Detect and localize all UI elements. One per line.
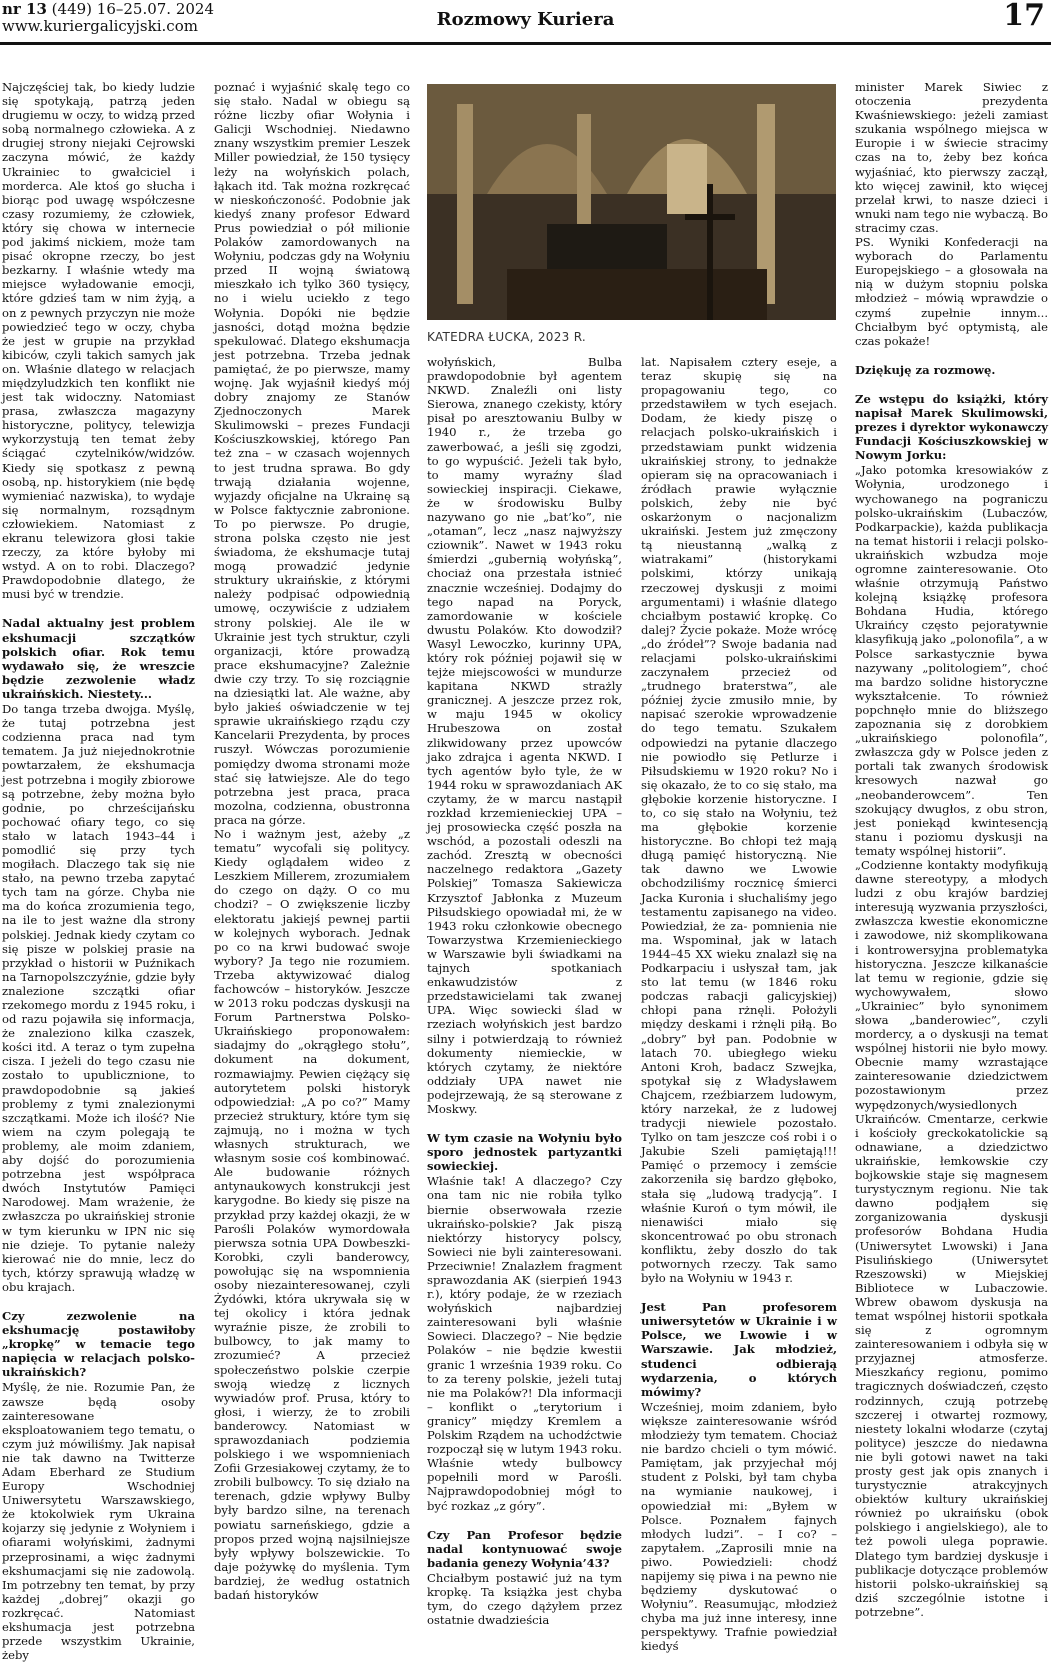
paragraph: Wcześniej, moim zdaniem, było większe zainteresowanie wśród młodzieży tym tematem. Chociaż nie bardzo chcieli o tym mówić. Pamiętam, jak przyjechał mój student z Polski, był tam chyba na wymianie naukowej, i opowiedział mi: „Byłem w Polsce. Poznałem fajnych młodych ludzi”. – I co? – zapytałem. „Zaprosili mnie na piwo. Powiedzieli: chodź napijemy się piwa i na pewno nie będziemy dyskutować o Wołyniu”. Reasumując, młodzież chyba ma już inne interesy, inne perspektywy. Trafnie powiedział kiedyś: [641, 1399, 837, 1654]
photo-caption: KATEDRA ŁUCKA, 2023 R.: [427, 330, 587, 344]
paragraph: Myślę, że nie. Rozumie Pan, że zawsze będą osoby zainteresowane eksploatowaniem tego tematu, o czym już mówiliśmy. Jak napisał nie tak dawno na Twitterze Adam Eberhard ze Studium Europy Wschodniej Uniwersytetu Warszawskiego, że ktokolwiek rym Ukraina kojarzy się jedynie z Wołyniem i ofiarami wołyńskimi, żadnymi przeprosinami, a więc żadnymi ekshumacjami się nie zadowolą. Im potrzebny ten temat, by przy każdej „dobrej” okazji go rozkręcać. Natomiast ekshumacja jest potrzebna przede wszystkim Ukrainie, żeby: [2, 1380, 195, 1662]
paragraph: „Codzienne kontakty modyfikują dawne stereotypy, a młodych ludzi z obu krajów bardziej interesują wyzwania przyszłości, zwłaszcza kwestie ekonomiczne i zawodowe, niż skomplikowana i kontrowersyjna problematyka historyczna. Jeszcze kilkanaście lat temu w regionie, gdzie się wychowywałem, słowo „Ukrainiec” było synonimem słowa „banderowiec”, czyli mordercy, a o dyskusji na temat wspólnej historii nie było mowy. Obecnie mamy wzrastające zainteresowanie dziedzictwem pozostawionym przez wypędzonych/wysiedlonych Ukraińców. Cmentarze, cerkwie i kościoły greckokatolickie są odnawiane, a dziedzictwo ukraińskie, łemkowskie czy bojkowskie staje się magnesem turystycznym regionu. Nie tak dawno podjąłem się zorganizowania dyskusji profesorów Bohdana Hudia (Uniwersytet Lwowski) i Jana Pisulińskiego (Uniwersytet Rzeszowski) w Miejskiej Bibliotece w Lubaczowie. Wbrew obawom dyskusja na temat wspólnej historii spotkała się z ogromnym zainteresowaniem i odbyła się w przyjaznej atmosferze. Mieszkańcy regionu, pomimo tragicznych doświadczeń, często rodzinnych, czują potrzebę szczerej i otwartej rozmowy, niestety lokalni włodarze (czytaj polityce) jeszcze do niedawna nie byli gotowi nawet na taki prosty gest jak opis znanych i turystycznie atrakcyjnych obiektów kultury ukraińskiej również po ukraińsku (obok polskiego i angielskiego), ale to też powoli ulega poprawie. Dlatego tym bardziej dyskusje i publikacje dotyczące problemów historii polsko-ukraińskiej są dziś szczególnie istotne i potrzebne”.: [855, 857, 1048, 1619]
paragraph: poznać i wyjaśnić skalę tego co się stało. Nadal w obiegu są różne liczby ofiar Wołynia i Galicji Wschodniej. Niedawno znany wszystkim premier Leszek Miller powiedział, że 150 tysięcy leży na wołyńskich polach, łąkach itd. Tak można rozkręcać w nieskończoność. Podobnie jak kiedyś znany profesor Edward Prus powiedział o pół milionie Polaków zamordowanych na Wołyniu, podczas gdy na Wołyniu przed II wojną światową mieszkało ich tylko 360 tysięcy, no i wielu uciekło z tego Wołynia. Dopóki nie będzie jasności, dotąd można będzie spekulować. Dlatego ekshumacja jest potrzebna. Trzeba jednak pamiętać, że po pierwsze, mamy wojnę. Jak wyjaśnił kiedyś mój dobry znajomy ze Stanów Zjednoczonych Marek Skulimowski – prezes Fundacji Kościuszkowskiej, którego Pan też zna – w czasach wojennych to jest trudna sprawa. Bo gdy trwają działania wojenne, wyjazdy oficjalne na Ukrainę są w Polsce faktycznie zabronione. To po pierwsze. Po drugie, strona polska często nie jest świadoma, że ekshumacje tutaj mogą prowadzić jedynie struktury ukraińskie, z którymi należy podpisać odpowiednią umowę, oczywiście z udziałem strony polskiej. Ale ile w Ukrainie jest tych struktur, czyli organizacji, które prowadzą prace ekshumacyjne? Zależnie dwie czy trzy. To się rozciągnie na dziesiątki lat. Ale ważne, aby było jakieś oświadczenie w tej sprawie ukraińskiego rządu czy Kancelarii Prezydenta, by proces ruszył. Wówczas porozumienie pomiędzy dwoma stronami może stać się łatwiejsze. Ale do tego potrzebna jest praca, praca mozolna, codzienna, obustronna praca na górze.: [214, 80, 410, 827]
column-1: [2, 80, 195, 1662]
interview-question: Jest Pan profesorem uniwersytetów w Ukrainie i w Polsce, we Lwowie i w Warszawie. Jak młodzież, studenci odbierają wydarzenia, o których mówimy?: [641, 1300, 837, 1399]
paragraph: wołyńskich, Bulba prawdopodobnie był agentem NKWD. Znaleźli oni listy Sierowa, znanego czekisty, który pisał po aresztowaniu Bulby w 1940 r., że trzeba go zawerbować, a jeśli się zgodzi, to go wypuścić. Jeżeli tak było, to mamy wyraźny ślad sowieckiej inspiracji. Ciekawe, że w środowisku Bulby nazywano go nie „bat’ko”, nie „otaman”, lecz „nasz najwyższy cziownik”. Nawet w 1943 roku śmierdzi „gubernią wołyńską”, chociaż ona przestała istnieć znacznie wcześniej. Dodajmy do tego napad na Poryck, zamordowanie w kościele dwustu Polaków. Kto dowodził? Wasyl Lewoczko, kurinny UPA, który rok później pojawił się w tejże miejscowości w mundurze kapitana NKWD strażly granicznej. A jeszcze przez rok, w maju 1945 w okolicy Hrubeszowa on został zlikwidowany przez upowców jako zdrajca i agenta NKWD. I tych agentów było tyle, że w 1944 roku w sprawozdaniach AK czytamy, że w marcu nastąpił rozkład krzemienieckiej UPA – jej prosowiecka część poszła na wschód, a pozostali odeszli na zachód. Zresztą w obecności naczelnego redaktora „Gazety Polskiej” Tomasza Sakiewicza Krzysztof Jabłonka z Muzeum Piłsudskiego opowiadał mi, że w 1943 roku członkowie obecnego Towarzystwa Krzemienieckiego w Warszawie byli świadkami na tajnych spotkaniach enkawudzistów z przedstawicielami tak zwanej UPA. Więc sowiecki ślad w rzeziach wołyńskich jest bardzo silny i potwierdzają to również dokumenty niemieckie, w których czytamy, że niektóre oddziały UPA nawet nie podejrzewają, że są sterowane z Moskwy.: [427, 355, 622, 1116]
issue-number: nr 13: [2, 0, 47, 18]
paragraph: minister Marek Siwiec z otoczenia prezydenta Kwaśniewskiego: jeżeli zamiast szukania wspólnego miejsca w Europie i w świecie stracimy czas na to, żeby bez końca wyjaśniać, kto pierwszy zaczął, kto więcej zawinił, kto więcej przelał krwi, to nasze dzieci i wnuki nam tego nie wybaczą. Bo stracimy czas.: [855, 80, 1048, 235]
cathedral-interior-image: [427, 84, 836, 320]
paragraph: No i ważnym jest, ażeby „z tematu” wycofali się politycy. Kiedy oglądałem wideo z Leszkiem Millerem, zrozumiałem do czego on dąży. O co mu chodzi? – O zwiększenie liczby elektoratu jakiejś pewnej partii w kolejnych wyborach. Jednak po co na krwi budować swoje wybory? Ja tego nie rozumiem. Trzeba aktywizować dialog fachowców – historyków. Jeszcze w 2013 roku podczas dyskusji na Forum Partnerstwa Polsko-Ukraińskiego proponowałem: siadajmy do „okrągłego stołu”, dokument na dokument, rozmawiajmy. Pewien ciężący się autorytetem polski historyk odpowiedział: „A po co?” Mamy przecież struktury, które tym się zajmują, no i można w tych własnych strukturach, we własnym sosie coś kombinować. Ale budowanie różnych antynaukowych konstrukcji jest karygodne. Bo kiedy się pisze na przykład przy każdej okazji, że w Parośli Polaków wymordowała pierwsza sotnia UPA Dowbeszki-Korobki, czyli banderowcy, powołując się na wspomnienia osoby niezainteresowanej, czyli Żydówki, która ukrywała się w tej okolicy i która jednak wyraźnie pisze, że zrobili to bulbowcy, to jak mamy to zrozumieć? A przecież społeczeństwo polskie czerpie swoją wiedzę z licznych wywiadów prof. Prusa, który to głosi, i wierzy, że to zrobili banderowcy. Natomiast w sprawozdaniach podziemia polskiego i we wspomnieniach Zofii Grzesiakowej czytamy, że to zrobili bulbowcy. To się działo na terenach, gdzie wpływy Bulby były bardzo silne, na terenach powiatu sarneńskiego, gdzie a propos przed wojną najsilniejsze były wpływy bolszewickie. To daje pożywkę do myślenia. Tym bardziej, że według ostatnich badań historyków: [214, 826, 410, 1603]
paragraph: „Jako potomka kresowiaków z Wołynia, urodzonego i wychowanego na pograniczu polsko-ukraińskim (Lubaczów, Podkarpackie), każda publikacja na temat historii i relacji polsko-ukraińskich wzbudza moje ogromne zainteresowanie. Oto właśnie otrzymują Państwo kolejną książkę profesora Bohdana Hudia, którego Ukraińcy często pejoratywnie klasyfikują jako „polonofila”, a w Polsce sarkastycznie bywa nazywany „politologiem”, choć ma bardzo solidne historyczne wykształcenie. To również popchnęło mnie do bliższego zapoznania się z dorobkiem „ukraińskiego polonofila”, zwłaszcza gdy w Polsce jeden z portali tak zwanych środowisk kresowych nazwał go „neobanderowcem”. Ten szokujący dwugłos, z obu stron, jest poniekąd kwintesencją stanu i poziomu dyskusji na tematy wspólnej historii”.: [855, 463, 1048, 858]
page-number: 17: [1003, 0, 1045, 33]
paragraph: Właśnie tak! A dlaczego? Czy ona tam nic nie robiła tylko biernie obserwowała rzezie ukraińsko-polskie? Jak piszą niektórzy historycy polscy, Sowieci nie byli zainteresowani. Przeciwnie! Znalazłem fragment sprawozdania AK (sierpień 1943 r.), który podaje, że w rzeziach wołyńskich najbardziej zainteresowani byli właśnie Sowieci. Dlaczego? – Nie będzie Polaków – nie będzie kwestii granic 1 września 1939 roku. Co to za tereny polskie, jeżeli tutaj nie ma Polaków?! Dla informacji – konflikt o „terytorium i granicy” między Kremlem a Polskim Rządem na uchodźctwie rozpoczął się w lutym 1943 roku. Właśnie wtedy bulbowcy popełnili mord w Parośli. Najprawdopodobniej mógł to być rozkaz „z góry”.: [427, 1174, 622, 1513]
interview-question: W tym czasie na Wołyniu było sporo jednostek partyzantki sowieckiej.: [427, 1131, 622, 1174]
interview-question: Czy zezwolenie na ekshumację postawiłoby „kropkę” w temacie tego napięcia w relacjach polsko-ukraińskich?: [2, 1308, 195, 1380]
book-intro-heading: Ze wstępu do książki, który napisał Marek Skulimowski, prezes i dyrektor wykonawczy Fundacji Kościuszkowskiej w Nowym Jorku:: [855, 391, 1048, 463]
cathedral-photo: [427, 84, 836, 320]
column-4: [641, 355, 837, 1654]
issue-dates: (449) 16–25.07. 2024: [46, 0, 215, 18]
closing-thanks: Dziękuję za rozmowę.: [855, 362, 996, 377]
website-url: www.kuriergalicyjski.com: [2, 17, 198, 35]
interview-question: Czy Pan Profesor będzie nadal kontynuować swoje badania genezy Wołynia’43?: [427, 1527, 622, 1570]
interview-question: Nadal aktualny jest problem ekshumacji szczątków polskich ofiar. Rok temu wydawało się, że wreszcie będzie zezwolenie władz ukraińskich. Niestety...: [2, 616, 195, 701]
paragraph: Najczęściej tak, bo kiedy ludzie się spotykają, patrzą jeden drugiemu w oczy, to widzą przed sobą normalnego człowieka. A z drugiej strony niejaki Cejrowski zaczyna mówić, że każdy Ukrainiec to gwałciciel i morderca. Ale ktoś go słucha i biorąc pod uwagę współczesne czasy rozumiemy, że człowiek, który się chowa w internecie pod jakimś nickiem, może tam pisać okropne rzeczy, bo jest bezkarny. I właśnie wtedy ma miejsce wyładowanie emocji, które gdzieś tam w nim żyją, a on z pewnych przyczyn nie może powiedzieć tego w oczy, chyba że jest w grupie na przykład kibiców, czyli takich samych jak on. Właśnie dlatego w relacjach międzyludzkich ten konflikt nie jest tak widoczny. Natomiast prasa, zwłaszcza magazyny historyczne, politycy, telewizja wykorzystują ten temat żeby ściągać czytelników/widzów. Kiedy się spotkasz z pewną osobą, np. historykiem (nie będę wymieniać nazwiska), to wydaje się normalnym, rozsądnym człowiekiem. Natomiast z ekranu telewizora głosi takie rzeczy, za które byłoby mi wstyd. A on to robi. Dlaczego? Prawdopodobnie dlatego, że musi być w trendzie.: [2, 80, 195, 602]
page-header: [0, 0, 1051, 44]
section-title: Rozmowy Kuriera: [436, 9, 615, 30]
header-rule: [0, 42, 1051, 45]
paragraph: Chciałbym postawić już na tym kropkę. Ta książka jest chyba tym, do czego dążyłem przez ostatnie dwadzieścia: [427, 1570, 622, 1628]
column-3: [427, 355, 622, 1637]
paragraph: PS. Wyniki Konfederacji na wyborach do Parlamentu Europejskiego – a głosowała na nią w dużym stopniu polska młodzież – mówią wprawdzie o czymś zupełnie innym... Chciałbym być optymistą, ale czas pokaże!: [855, 235, 1048, 348]
paragraph: Do tanga trzeba dwojga. Myślę, że tutaj potrzebna jest codzienna praca nad tym tematem. Ja już niejednokrotnie powtarzałem, że ekshumacja jest potrzebna i mogiły zbiorowe są potrzebne, żeby można było godnie, po chrześcijańsku pochować ofiary tego, co się stało w latach 1943–44 i pomodlić się przy tych mogiłach. Dlaczego tak się nie stało, na pewno trzeba zapytać tych tam na górze. Chyba nie ma do końca zrozumienia tego, na ile to jest ważne dla strony polskiej. Jednak kiedy czytam co się pisze w polskiej prasie na przykład o historii w Puźnikach na Tarnopolszczyźnie, gdzie były znalezione szczątki ofiar rzekomego mordu z 1945 roku, i od razu pojawiła się informacja, że znaleziono kilka czaszek, kości itd. A teraz o tym zupełna cisza. I jeżeli do tego czasu nie zostało to upublicznione, to prawdopodobnie są jakieś problemy z tymi znalezionymi szczątkami. Może ich ilość? Nie wiem na czym polegają te problemy, ale moim zdaniem, aby dojść do porozumienia potrzebna jest współpraca dwóch Instytutów Pamięci Narodowej. Mam wrażenie, że zwłaszcza po ukraińskiej stronie w tym kierunku w IPN nic się nie dzieje. To pytanie należy kierować nie do mnie, lecz do tych, którzy sprawują władzę w obu krajach.: [2, 702, 195, 1294]
column-2: [214, 80, 410, 1637]
paragraph: lat. Napisałem cztery eseje, a teraz skupię się na propagowaniu tego, co przedstawiłem w tych esejach. Dodam, że kiedy piszę o relacjach polsko-ukraińskich i przedstawiam punkt widzenia ukraińskiej strony, to jednakże opieram się na opracowaniach i źródłach prawie wyłącznie polskich, żeby nie być oskarżonym o nacjonalizm ukraiński. Jestem już zmęczony tą nieustanną „walką z wiatrakami” (historykami polskimi, którzy unikają rzeczowej dyskusji z moimi argumentami) i właśnie dlatego chciałbym postawić kropkę. Co dalej? Życie pokaże. Może wrócę „do źródeł”? Swoje badania nad relacjami polsko-ukraińskimi zaczynałem przecież od „trudnego braterstwa”, ale później życie zmusiło mnie, by napisać szerokie wprowadzenie do tego tematu. Szukałem odpowiedzi na pytanie dlaczego nie powiodło się Petlurze i Piłsudskiemu w 1920 roku? No i się okazało, że to co się stało, ma głębokie korzenie historyczne. I to, co się stało na Wołyniu, też ma głębokie korzenie historyczne. Bo chłopi też mają długą pamięć historyczną. Nie tak dawno we Lwowie obchodziliśmy rocznicę śmierci Jacka Kuronia i słuchaliśmy jego testamentu zapisanego na video. Powiedział, że za- pomnienia nie ma. Wspominał, jak w latach 1944–45 XX wieku znalazł się na Podkarpaciu i usłyszał tam, jak sto lat temu (w 1846 roku podczas rabacji galicyjskiej) chłopi pana rżnęli. Położyli między deskami i rżnęli piłą. Bo „dobry” był pan. Podobnie w latach 70. ubiegłego wieku Antoni Kroh, badacz Szwejka, spotykał się z Władysławem Chajcem, rzeźbiarzem ludowym, który narzekał, że z ludowej tradycji niewiele pozostało. Tylko on tam jeszcze coś robi i o Jakubie Szeli pamiętają!!! Pamięć o przemocy i zemście zakorzeniła się bardzo głęboko, stała się „ludową tradycją”. I właśnie Kuroń o tym mówił, ile nienawiści miało się skoncentrować po obu stronach konfliktu, żeby doszło do tak potwornych rzeczy. Tak samo było na Wołyniu w 1943 r.: [641, 355, 837, 1286]
column-5: [855, 80, 1048, 1637]
